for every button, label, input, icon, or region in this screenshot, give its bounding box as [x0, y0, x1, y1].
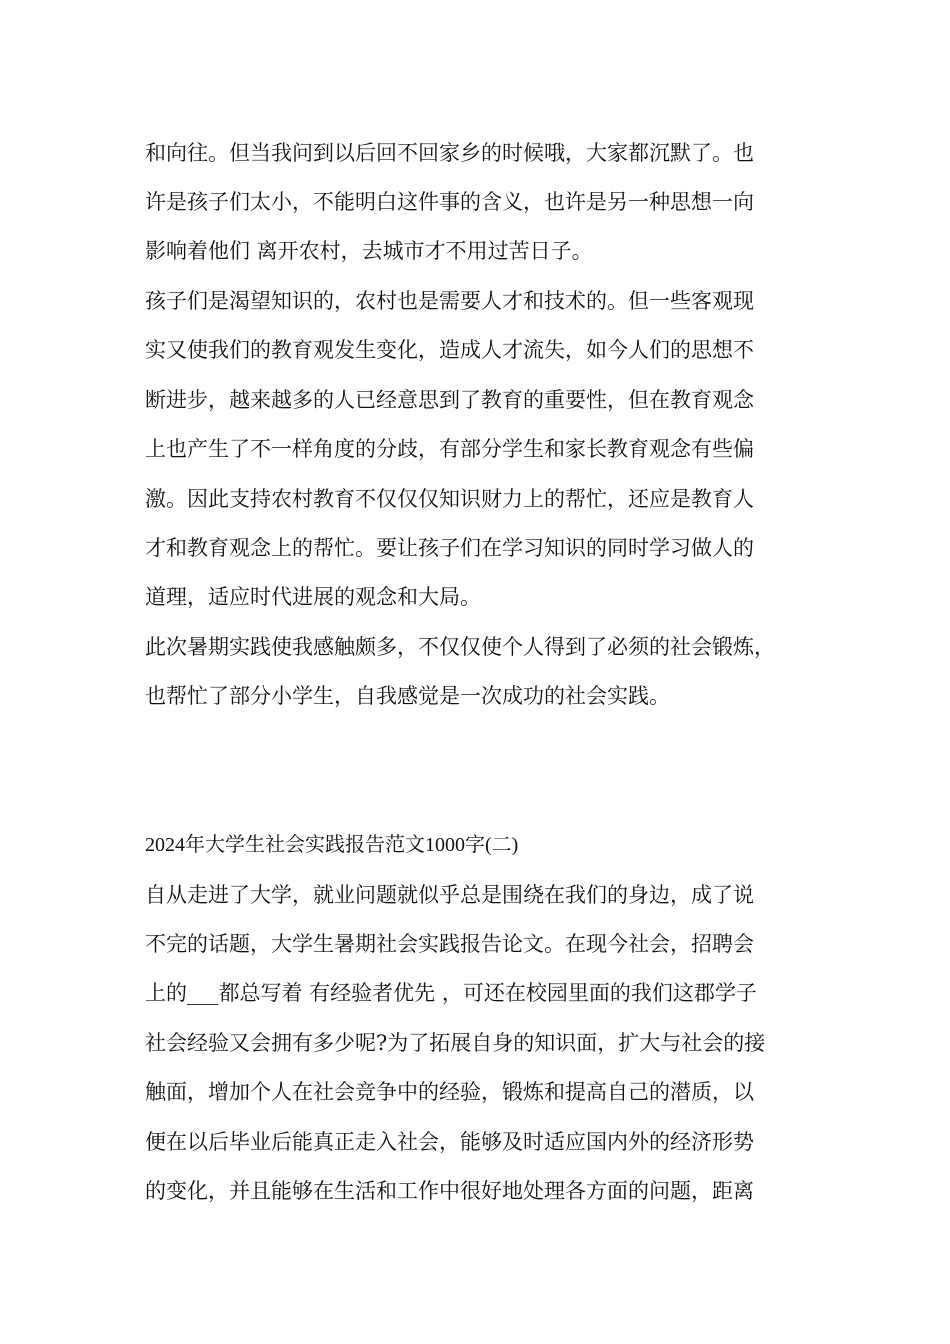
paragraph-line: 断进步，越来越多的人已经意思到了教育的重要性，但在教育观念: [145, 388, 754, 412]
paragraph-line: 不完的话题，大学生暑期社会实践报告论文。在现今社会，招聘会: [145, 932, 754, 956]
paragraph-line: 也帮忙了部分小学生，自我感觉是一次成功的社会实践。: [145, 684, 670, 708]
paragraph-line: 自从走进了大学，就业问题就似乎总是围绕在我们的身边，成了说: [145, 883, 754, 907]
paragraph-line: 社会经验又会拥有多少呢?为了拓展自身的知识面，扩大与社会的接: [145, 1031, 766, 1055]
paragraph-line: 便在以后毕业后能真正走入社会，能够及时适应国内外的经济形势: [145, 1130, 754, 1154]
section-heading: 2024年大学生社会实践报告范文1000字(二): [145, 834, 519, 856]
paragraph-line: 孩子们是渴望知识的，农村也是需要人才和技术的。但一些客观现: [145, 289, 754, 313]
paragraph-line: 才和教育观念上的帮忙。要让孩子们在学习知识的同时学习做人的: [145, 536, 754, 560]
paragraph-line: 激。因此支持农村教育不仅仅仅知识财力上的帮忙，还应是教育人: [145, 487, 754, 511]
paragraph-line: 上也产生了不一样角度的分歧，有部分学生和家长教育观念有些偏: [145, 437, 754, 461]
paragraph-line: 上的___都总写着 有经验者优先 ，可还在校园里面的我们这郡学子: [145, 981, 757, 1005]
paragraph-line: 影响着他们 离开农村，去城市才不用过苦日子。: [145, 239, 593, 263]
paragraph-line: 和向往。但当我问到以后回不回家乡的时候哦，大家都沉默了。也: [145, 141, 754, 165]
paragraph-line: 道理，适应时代进展的观念和大局。: [145, 585, 481, 609]
paragraph-line: 此次暑期实践使我感触颇多，不仅仅使个人得到了必须的社会锻炼，: [145, 635, 775, 659]
paragraph-line: 实又使我们的教育观发生变化，造成人才流失，如今人们的思想不: [145, 338, 754, 362]
paragraph-line: 触面，增加个人在社会竞争中的经验，锻炼和提高自己的潜质，以: [145, 1080, 754, 1104]
paragraph-line: 许是孩子们太小，不能明白这件事的含义，也许是另一种思想一向: [145, 190, 754, 214]
paragraph-line: 的变化，并且能够在生活和工作中很好地处理各方面的问题，距离: [145, 1179, 754, 1203]
